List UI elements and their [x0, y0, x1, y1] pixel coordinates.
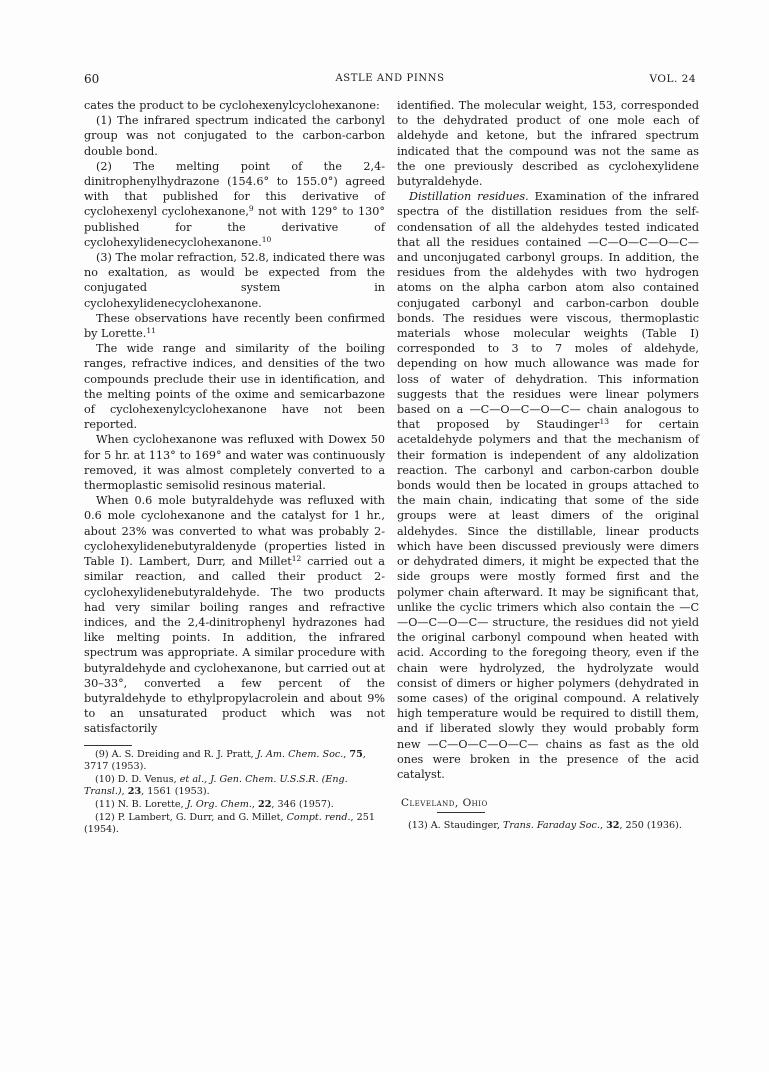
page-number: 60	[84, 72, 100, 86]
paragraph-butyraldehyde: When 0.6 mole butyraldehyde was refluxed with 0.6 mole cyclohexanone and the catalyst for 1 hr., about 23% was converted to what was probably 2-cyclohexylidenebutyraldenyde (properties listed in Table I). Lambert, Durr, and Millet$^{12}$ carried out a similar reaction, and called their product 2-cyclohexylidenebutyraldehyde. The two products had very similar boiling ranges and refractive indices, and the 2,4-dinitrophenyl hydrazones had like melting points. In addition, the infrared spectrum was appropriate. A similar procedure with butyraldehyde and cyclohexanone, but carried out at 30–33°, converted a few percent of the butyraldehyde to ethylpropylacrolein and about 9% to an unsaturated product which was not satisfactorily	[84, 494, 385, 736]
right-column	[397, 98, 699, 833]
running-header	[84, 72, 696, 88]
paragraph-dowex: When cyclohexanone was refluxed with Dowex 50 for 5 hr. at 113° to 169° and water was continuously removed, it was almost completely converted to a thermoplastic semisolid resinous material.	[84, 433, 385, 493]
footnote-divider	[437, 812, 485, 813]
citation-9: 9	[248, 204, 254, 214]
footnote-10: (10) D. D. Venus, et al., J. Gen. Chem. U.S.S.R. (Eng. Transl.), 23, 1561 (1953).	[84, 773, 348, 798]
footnote-11: (11) N. B. Lorette, J. Org. Chem., 22, 346 (1957).	[95, 798, 334, 810]
affiliation-location: Cleveland, Ohio	[401, 797, 488, 810]
paragraph-continued: cates the product to be cyclohexenylcyclohexanone:	[84, 99, 380, 112]
citation-12: 12	[291, 554, 302, 564]
paragraph-confirmed: These observations have recently been confirmed by Lorette.$^{11}$	[84, 311, 385, 341]
evidence-item-1: (1) The infrared spectrum indicated the carbonyl group was not conjugated to the carbon-carbon double bond.	[84, 114, 385, 158]
running-title: ASTLE AND PINNS	[335, 73, 445, 84]
paragraph-identified: identified. The molecular weight, 153, corresponded to the dehydrated product of one mole each of aldehyde and ketone, but the infrared spectrum indicated that the compound was not the same as the one previously described as cyclohexylidene butyraldehyde.	[397, 99, 699, 189]
footnote-divider	[84, 745, 132, 746]
citation-10: 10	[261, 234, 272, 244]
evidence-item-3: (3) The molar refraction, 52.8, indicated there was no exaltation, as would be expected from the conjugated system in cyclohexylidenecyclohexanone.	[84, 251, 385, 310]
paragraph-distillation-residues: Distillation residues. Examination of the infrared spectra of the distillation residues from the self-condensation of all the aldehydes tested indicated that all the residues contained —C—O—C—O—C— and unconjugated carbonyl groups. In addition, the residues from the aldehydes with two hydrogen atoms on the alpha carbon atom also contained conjugated carbonyl and carbon-carbon double bonds. The residues were viscous, thermoplastic materials whose molecular weights (Table I) corresponded to 3 to 7 moles of aldehyde, depending on how much allowance was made for loss of water of dehydration. This information suggests that the residues were linear polymers based on a —C—O—C—O—C— chain analogous to that proposed by Staudinger$^{13}$ for certain acetaldehyde polymers and that the mechanism of their formation is independent of any aldolization reaction. The carbonyl and carbon-carbon double bonds would then be located in groups attached to the main chain, indicating that some of the side groups were at least dimers of the original aldehydes. Since the distillable, linear products which have been discussed previously were dimers or dehydrated dimers, it might be expected that the side groups were mostly formed first and the polymer chain afterward. It may be significant that, unlike the cyclic trimers which also contain the —C—O—C—O—C— structure, the residues did not yield the original carbonyl compound when heated with acid. According to the foregoing theory, even if the chain were hydrolyzed, the hydrolyzate would consist of dimers or higher polymers (dehydrated in some cases) of the original compound. A relatively high temperature would be required to distill them, and if liberated slowly they would probably form new —C—O—C—O—C— chains as fast as the old ones were broken in the presence of the acid catalyst.	[397, 190, 700, 781]
citation-13: 13	[599, 417, 610, 427]
citation-11: 11	[146, 326, 156, 336]
footnote-13: (13) A. Staudinger, Trans. Faraday Soc., 32, 250 (1936).	[408, 820, 682, 832]
footnote-9: (9) A. S. Dreiding and R. J. Pratt, J. Am. Chem. Soc., 75, 3717 (1953).	[84, 748, 366, 773]
left-column	[84, 98, 385, 837]
evidence-item-2: (2) The melting point of the 2,4-dinitrophenylhydrazone (154.6° to 155.0°) agreed with that published for this derivative of cyclohexenyl cyclohexanone,$^9$ not with 129° to 130° published for the derivative of cyclohexylidenecyclohexanone.$^{10}$	[84, 159, 386, 249]
paragraph-boiling-ranges: The wide range and similarity of the boiling ranges, refractive indices, and densities of the two compounds preclude their use in identification, and the melting points of the oxime and semicarbazone of cyclohexenylcyclohexanone have not been reported.	[84, 342, 385, 432]
footnote-12: (12) P. Lambert, G. Durr, and G. Millet, Compt. rend., 251 (1954).	[84, 811, 375, 836]
section-heading: Distillation residues.	[409, 190, 529, 204]
volume-label: VOL. 24	[649, 73, 696, 85]
